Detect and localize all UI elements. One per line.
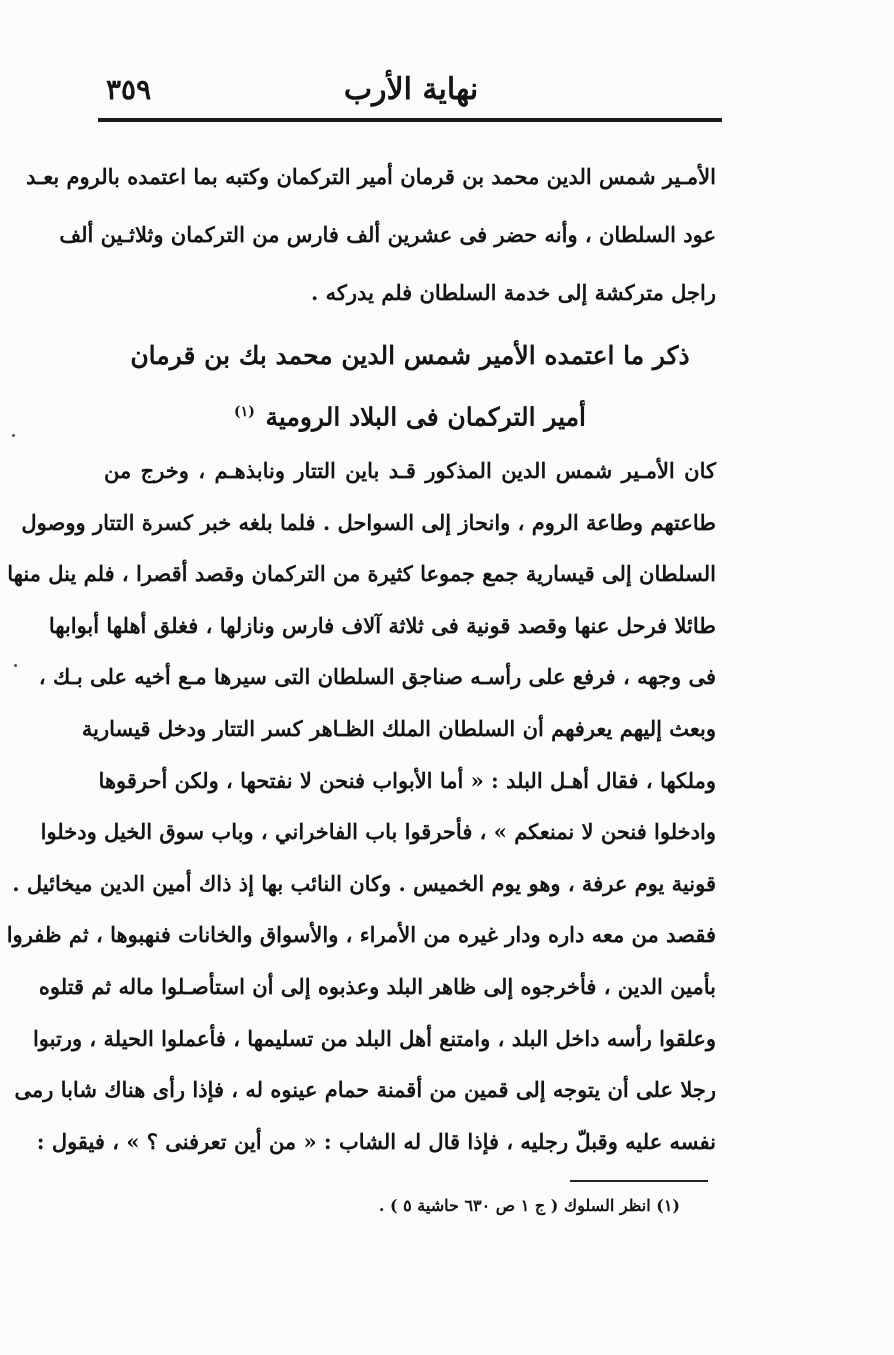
footnote-marker: (١) bbox=[234, 404, 255, 420]
section-heading-text: أمير التركمان فى البلاد الرومية bbox=[265, 402, 586, 432]
text-line: قونية يوم عرفة ، وهو يوم الخميس . وكان النائب بها إذ ذاك أمين الدين ميخائيل . bbox=[12, 870, 716, 896]
text-line: بأمين الدين ، فأخرجوه إلى ظاهر البلد وعذبوه إلى أن استأصـلوا ماله ثم قتلوه bbox=[38, 973, 716, 999]
text-line: نفسه عليه وقبلّ رجليه ، فإذا قال له الشاب : « من أين تعرفنى ؟ » ، فيقول : bbox=[36, 1128, 716, 1154]
section-heading-line-1: ذكر ما اعتمده الأمير شمس الدين محمد بك بن قرمان bbox=[130, 341, 690, 370]
section-heading-line-2 bbox=[120, 390, 700, 439]
text-line: رجلا على أن يتوجه إلى قمين من أقمنة حمام عينوه له ، فإذا رأى هناك شابا رمى bbox=[14, 1077, 716, 1103]
page-number: ٣٥٩ bbox=[106, 73, 152, 106]
paragraph-2 bbox=[6, 445, 716, 1167]
running-title: نهاية الأرب bbox=[343, 72, 479, 107]
text-line: طاعتهم وطاعة الروم ، وانحاز إلى السواحل . فلما بلغه خبر كسرة التتار ووصول bbox=[21, 509, 716, 535]
print-speck bbox=[12, 434, 15, 437]
print-speck bbox=[14, 664, 17, 667]
page-header bbox=[100, 66, 722, 112]
text-line: وبعث إليهم يعرفهم أن السلطان الملك الظـاهر كسر التتار ودخل قيسارية bbox=[81, 715, 716, 741]
text-line: كان الأمـير شمس الدين المذكور قـد باين التتار ونابذهـم ، وخرج من bbox=[104, 458, 716, 483]
text-line: الأمـير شمس الدين محمد بن قرمان أمير التركمان وكتبه بما اعتمده بالروم بعـد bbox=[26, 164, 716, 189]
paragraph-1 bbox=[26, 148, 716, 322]
text-line: السلطان إلى قيسارية جمع جموعا كثيرة من التركمان وقصد أقصرا ، فلم ينل منها bbox=[7, 561, 716, 587]
text-line: وعلقوا رأسه داخل البلد ، وامتنع أهل البلد من تسليمها ، فأعملوا الحيلة ، ورتبوا bbox=[32, 1025, 716, 1051]
text-line: عود السلطان ، وأنه حضر فى عشرين ألف فارس من التركمان وثلاثـين ألف bbox=[59, 222, 716, 247]
footnote-rule bbox=[570, 1180, 708, 1182]
header-rule bbox=[98, 118, 722, 122]
text-line: طائلا فرحل عنها وقصد قونية فى ثلاثة آلاف فارس ونازلها ، فغلق أهلها أبوابها bbox=[48, 612, 716, 638]
text-line: وادخلوا فنحن لا نمنعكم » ، فأحرقوا باب الفاخراني ، وباب سوق الخيل ودخلوا bbox=[40, 819, 716, 845]
footnote: (١) انظر السلوك ( ج ١ ص ٦٣٠ حاشية ٥ ) . bbox=[378, 1196, 680, 1215]
text-line: فقصد من معه داره ودار غيره من الأمراء ، والأسواق والخانات فنهبوها ، ثم ظفروا bbox=[6, 922, 716, 948]
text-line: وملكها ، فقال أهـل البلد : « أما الأبواب فنحن لا نفتحها ، ولكن أحرقوها bbox=[98, 767, 716, 793]
text-line: راجل متركشة إلى خدمة السلطان فلم يدركه . bbox=[311, 280, 716, 305]
text-line: فى وجهه ، فرفع على رأسـه صناجق السلطان التى سيرها مـع أخيه على بـك ، bbox=[38, 664, 716, 690]
